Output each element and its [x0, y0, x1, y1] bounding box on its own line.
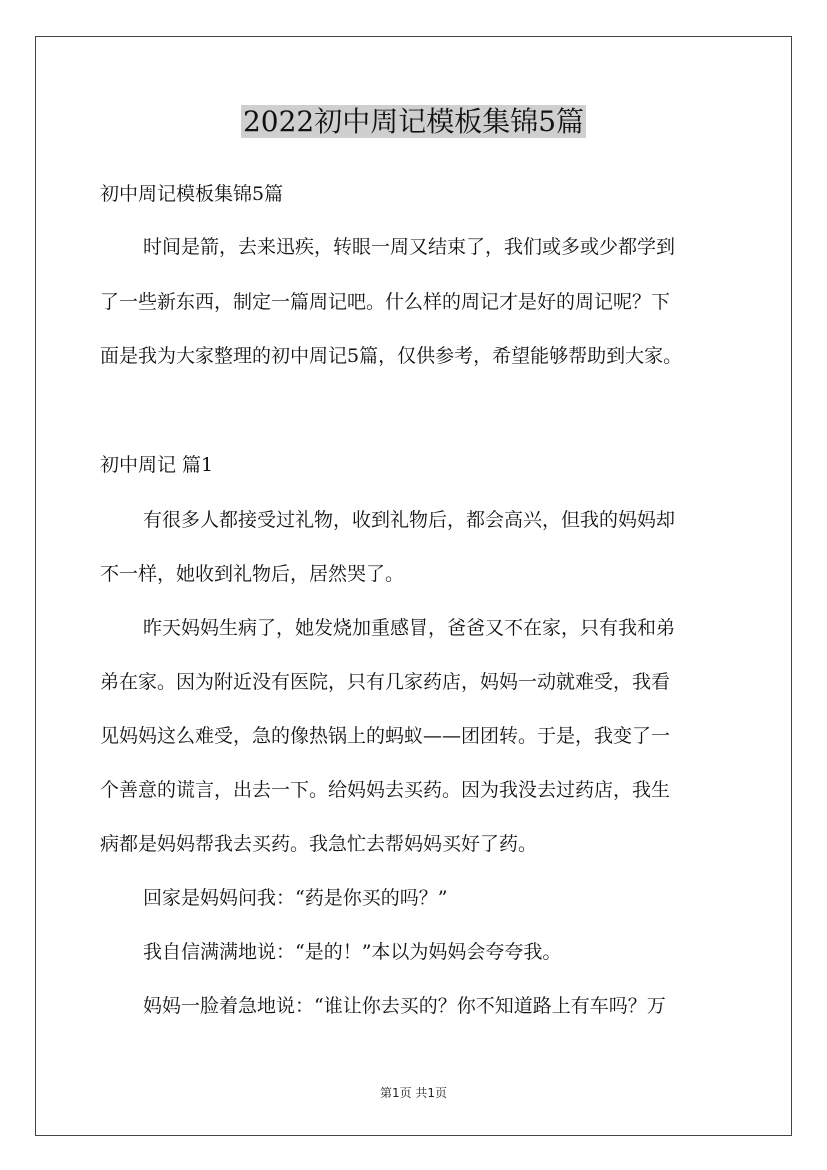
page-footer: 第1页 共1页: [379, 1086, 448, 1100]
document-title: [0, 98, 827, 146]
document-title-text: 2022初中周记模板集锦5篇: [242, 105, 585, 138]
body-line: 有很多人都接受过礼物，收到礼物后，都会高兴，但我的妈妈却: [143, 509, 676, 531]
intro-line: 时间是箭，去来迅疾，转眼一周又结束了，我们或多或少都学到: [143, 236, 676, 258]
body-line: 回家是妈妈问我：“药是你买的吗？”: [143, 887, 448, 909]
body-line: 我自信满满地说：“是的！”本以为妈妈会夸夸我。: [143, 941, 562, 963]
body-line: 病都是妈妈帮我去买药。我急忙去帮妈妈买好了药。: [100, 833, 538, 855]
subtitle: 初中周记模板集锦5篇: [100, 183, 284, 205]
intro-line: 面是我为大家整理的初中周记5篇，仅供参考，希望能够帮助到大家。: [100, 345, 683, 367]
section-heading: 初中周记 篇1: [100, 454, 214, 476]
intro-line: 了一些新东西，制定一篇周记吧。什么样的周记才是好的周记呢？下: [100, 291, 671, 313]
body-line: 妈妈一脸着急地说：“谁让你去买的？你不知道路上有车吗？万: [143, 995, 666, 1017]
body-line: 昨天妈妈生病了，她发烧加重感冒，爸爸又不在家，只有我和弟: [143, 617, 676, 639]
body-line: 见妈妈这么难受，急的像热锅上的蚂蚁——团团转。于是，我变了一: [100, 725, 671, 747]
body-line: 不一样，她收到礼物后，居然哭了。: [100, 563, 405, 585]
body-line: 个善意的谎言，出去一下。给妈妈去买药。因为我没去过药店，我生: [100, 779, 671, 801]
body-line: 弟在家。因为附近没有医院，只有几家药店，妈妈一动就难受，我看: [100, 671, 671, 693]
